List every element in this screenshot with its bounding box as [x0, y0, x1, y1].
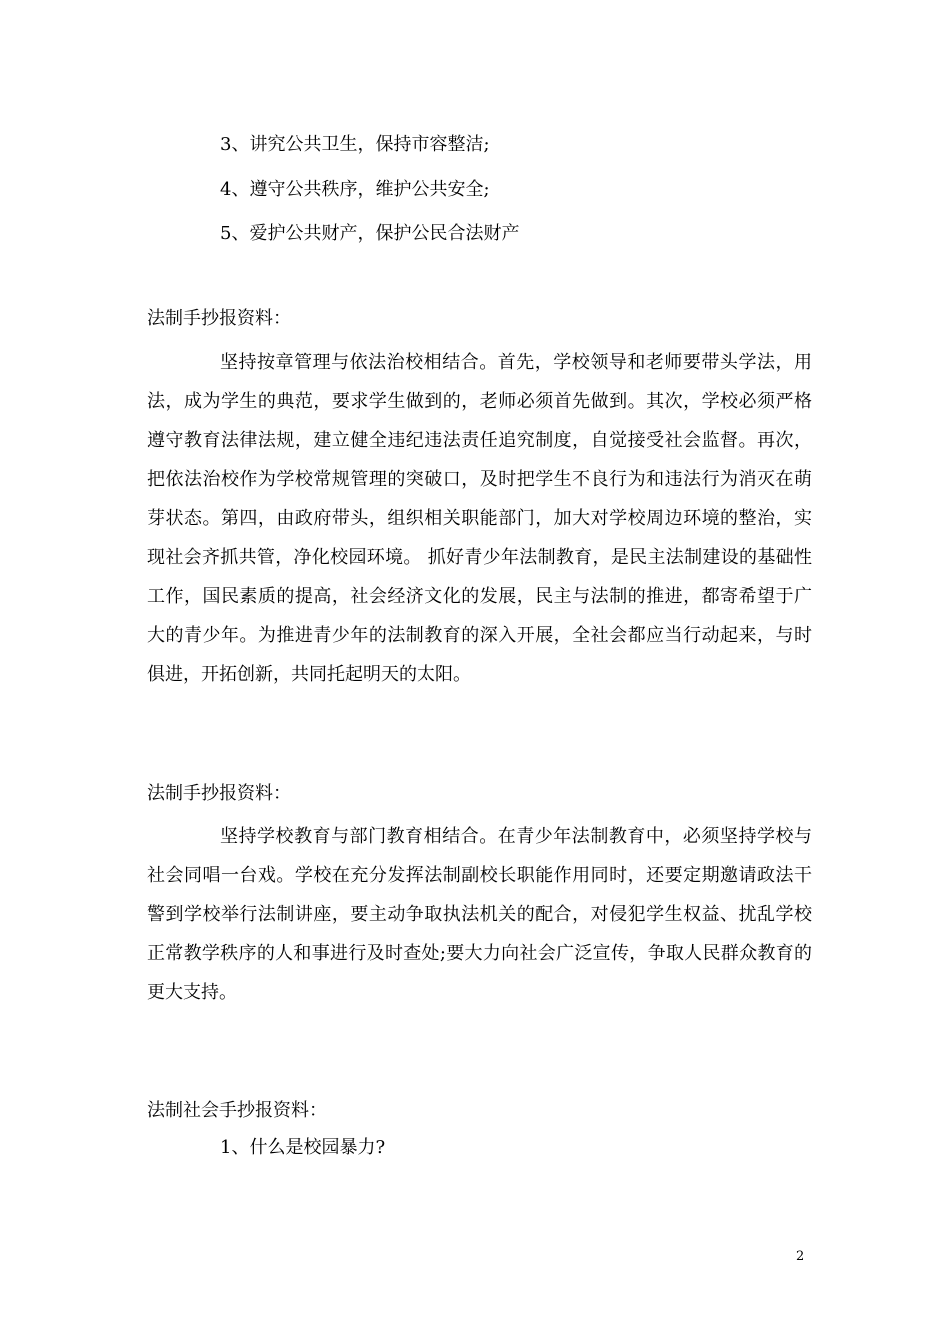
section-heading: 法制手抄报资料： [147, 783, 291, 804]
section-paragraph: 坚持按章管理与依法治校相结合。首先，学校领导和老师要带头学法，用法，成为学生的典范，要求学生做到的，老师必须首先做到。其次，学校必须严格遵守教育法律法规，建立健全违纪违法责任追究制度，自觉接受社会监督。再次，把依法治校作为学校常规管理的突破口，及时把学生不良行为和违法行为消灭在萌芽状态。第四，由政府带头，组织相关职能部门，加大对学校周边环境的整治，实现社会齐抓共管，净化校园环境。 抓好青少年法制教育，是民主法制建设的基础性工作，国民素质的提高，社会经济文化的发展，民主与法制的推进，都寄希望于广大的青少年。为推进青少年的法制教育的深入开展，全社会都应当行动起来，与时俱进，开拓创新，共同托起明天的太阳。 [147, 352, 812, 685]
section-paragraph: 坚持学校教育与部门教育相结合。在青少年法制教育中，必须坚持学校与社会同唱一台戏。学校在充分发挥法制副校长职能作用同时，还要定期邀请政法干警到学校举行法制讲座，要主动争取执法机关的配合，对侵犯学生权益、扰乱学校正常教学秩序的人和事进行及时查处;要大力向社会广泛宣传，争取人民群众教育的更大支持。 [147, 826, 812, 1003]
list-item: 1、什么是校园暴力? [220, 1137, 386, 1158]
list-item: 5、爱护公共财产，保护公民合法财产 [220, 223, 520, 244]
list-item: 4、遵守公共秩序，维护公共安全; [220, 179, 490, 200]
section-heading: 法制社会手抄报资料： [147, 1100, 327, 1121]
list-item: 3、讲究公共卫生，保持市容整洁; [220, 134, 490, 155]
page-number: 2 [796, 1249, 805, 1264]
section-heading: 法制手抄报资料： [147, 308, 291, 329]
